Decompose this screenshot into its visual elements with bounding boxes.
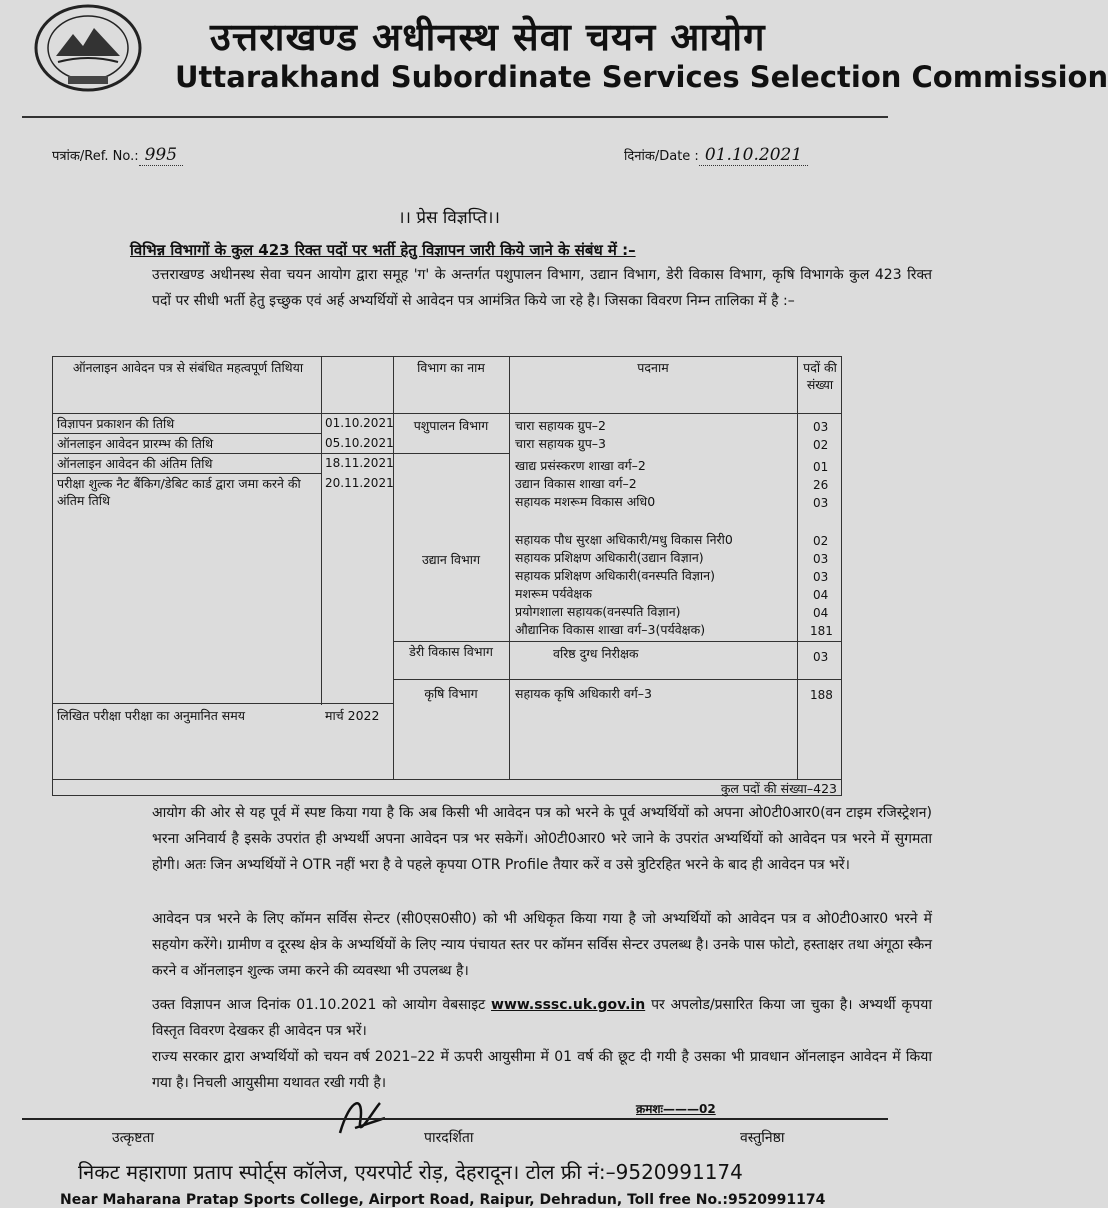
post-name: चारा सहायक ग्रुप–3 xyxy=(515,436,606,451)
post-name: मशरूम पर्यवेक्षक xyxy=(515,586,592,601)
commission-title-english: Uttarakhand Subordinate Services Selection Commission xyxy=(175,60,1108,94)
dept-animal-husbandry: पशुपालन विभाग xyxy=(413,418,489,433)
document-date xyxy=(624,145,808,165)
post-name: औद्यानिक विकास शाखा वर्ग–3(पर्यवेक्षक) xyxy=(515,622,706,637)
date-value-1: 01.10.2021 xyxy=(325,416,394,430)
post-count: 02 xyxy=(813,534,829,548)
header-post: पदनाम xyxy=(637,360,669,375)
date-label: दिनांक/Date : xyxy=(624,149,699,164)
address-english: Near Maharana Pratap Sports College, Airport Road, Raipur, Dehradun, Toll free No.:9520991174 xyxy=(60,1192,826,1208)
post-name: सहायक पौध सुरक्षा अधिकारी/मधु विकास निरी0 xyxy=(515,532,733,547)
date-value-5: मार्च 2022 xyxy=(325,708,380,723)
post-count: 181 xyxy=(810,624,833,638)
post-count: 01 xyxy=(813,460,829,474)
post-count: 03 xyxy=(813,552,829,566)
header-department: विभाग का नाम xyxy=(417,360,485,375)
ref-label: पत्रांक/Ref. No.: xyxy=(52,149,139,164)
header-count: पदों की संख्या xyxy=(803,360,837,392)
date-value: 01.10.2021 xyxy=(699,145,808,166)
date-label-1: विज्ञापन प्रकाशन की तिथि xyxy=(57,416,175,431)
date-label-4: परीक्षा शुल्क नैट बैंकिग/डेबिट कार्ड द्वारा जमा करने की अंतिम तिथि xyxy=(57,476,301,508)
post-name: वरिष्ठ दुग्ध निरीक्षक xyxy=(553,646,639,661)
motto-transparency: पारदर्शिता xyxy=(424,1130,474,1146)
intro-paragraph: उत्तराखण्ड अधीनस्थ सेवा चयन आयोग द्वारा समूह 'ग' के अन्तर्गत पशुपालन विभाग, उद्यान विभाग, डेरी विकास विभाग, कृषि विभागके कुल 423 रिक्त पदों पर सीधी भर्ती हेतु इच्छुक एवं अर्ह अभ्यर्थियों से आवेदन पत्र आमंत्रित किये जा रहे है। जिसका विवरण निम्न तालिका में है :– xyxy=(152,267,932,309)
motto-excellence: उत्कृष्टता xyxy=(112,1130,154,1146)
website-link[interactable]: www.sssc.uk.gov.in xyxy=(491,997,646,1013)
csc-paragraph: आवेदन पत्र भरने के लिए कॉमन सर्विस सेन्टर (सी0एस0सी0) को भी अधिकृत किया गया है जो अभ्यर्थियों को आवेदन पत्र व ओ0टी0आर0 भरने में सहयोग करेंगे। ग्रामीण व दूरस्थ क्षेत्र के अभ्यर्थियों के लिए न्याय पंचायत स्तर पर कॉमन सर्विस सेन्टर उपलब्ध है। उनके पास फोटो, हस्ताक्षर तथा अंगूठा स्कैन करने व ऑनलाइन शुल्क जमा करने की व्यवस्था भी उपलब्ध है। xyxy=(152,911,932,979)
total-posts: कुल पदों की संख्या–423 xyxy=(720,781,837,796)
press-release-heading: ।। प्रेस विज्ञप्ति।। xyxy=(398,208,500,228)
post-count: 02 xyxy=(813,438,829,452)
header-divider xyxy=(22,116,888,118)
post-name: खाद्य प्रसंस्करण शाखा वर्ग–2 xyxy=(515,458,646,473)
date-label-2: ऑनलाइन आवेदन प्रारम्भ की तिथि xyxy=(57,436,214,451)
post-count: 04 xyxy=(813,588,829,602)
commission-title-hindi: उत्तराखण्ड अधीनस्थ सेवा चयन आयोग xyxy=(210,15,766,59)
commission-seal-logo xyxy=(28,4,148,92)
post-name: सहायक कृषि अधिकारी वर्ग–3 xyxy=(515,686,653,701)
continued-marker: क्रमशः———02 xyxy=(636,1102,716,1116)
upload-text-pre: उक्त विज्ञापन आज दिनांक 01.10.2021 को आयोग वेबसाइट xyxy=(152,997,486,1013)
post-count: 04 xyxy=(813,606,829,620)
post-count: 26 xyxy=(813,478,829,492)
dept-agriculture: कृषि विभाग xyxy=(424,686,478,701)
otr-paragraph: आयोग की ओर से यह पूर्व में स्पष्ट किया गया है कि अब किसी भी आवेदन पत्र को भरने के पूर्व अभ्यर्थियों को अपना ओ0टी0आर0(वन टाइम रजिस्ट्रेशन) भरना अनिवार्य है इसके उपरांत ही अभ्यर्थी अपना आवेदन पत्र भर सकेगें। ओ0टी0आर0 भरे जाने के उपरांत अभ्यर्थियों को आवेदन पत्र भरने में सुगमता होगी। अतः जिन अभ्यर्थियों ने OTR नहीं भरा है वे पहले कृपया OTR Profile तैयार करें व उसे त्रुटिरहित भरने के बाद ही आवेदन पत्र भरें। xyxy=(152,805,932,873)
post-name: सहायक प्रशिक्षण अधिकारी(वनस्पति विज्ञान) xyxy=(515,568,715,583)
post-name: प्रयोगशाला सहायक(वनस्पति विज्ञान) xyxy=(515,604,681,619)
vacancy-table xyxy=(52,356,842,796)
upload-paragraph xyxy=(60,992,932,1044)
post-count: 03 xyxy=(813,650,829,664)
post-count: 03 xyxy=(813,420,829,434)
post-name: सहायक मशरूम विकास अधि0 xyxy=(515,494,656,509)
reference-number xyxy=(52,145,183,165)
header-dates: ऑनलाइन आवेदन पत्र से संबंधित महत्वपूर्ण तिथिया xyxy=(72,360,304,375)
age-relaxation-paragraph: राज्य सरकार द्वारा अभ्यर्थियों को चयन वर्ष 2021–22 में ऊपरी आयुसीमा में 01 वर्ष की छूट दी गयी है उसका भी प्रावधान ऑनलाइन आवेदन में किया गया है। निचली आयुसीमा यथावत रखी गयी है। xyxy=(152,1049,932,1091)
motto-objectivity: वस्तुनिष्ठा xyxy=(740,1130,785,1146)
post-count: 03 xyxy=(813,496,829,510)
dept-horticulture: उद्यान विभाग xyxy=(421,552,481,567)
post-name: चारा सहायक ग्रुप–2 xyxy=(515,418,606,433)
post-name: सहायक प्रशिक्षण अधिकारी(उद्यान विज्ञान) xyxy=(515,550,704,565)
date-label-3: ऑनलाइन आवेदन की अंतिम तिथि xyxy=(57,456,213,471)
ref-value: 995 xyxy=(139,145,183,166)
date-value-3: 18.11.2021 xyxy=(325,456,394,470)
date-label-5: लिखित परीक्षा परीक्षा का अनुमानित समय xyxy=(57,708,245,723)
subject-line: विभिन्न विभागों के कुल 423 रिक्त पदों पर भर्ती हेतु विज्ञापन जारी किये जाने के संबंध में :– xyxy=(130,241,636,259)
date-value-4: 20.11.2021 xyxy=(325,476,394,490)
post-count: 188 xyxy=(810,688,833,702)
date-value-2: 05.10.2021 xyxy=(325,436,394,450)
post-name: उद्यान विकास शाखा वर्ग–2 xyxy=(515,476,637,491)
upload-text-post: पर अपलोड/प्रसारित किया जा चुका है। अभ्यर्थी कृपया विस्तृत विवरण देखकर ही आवेदन पत्र भरें। xyxy=(152,997,932,1039)
footer-divider xyxy=(22,1118,888,1120)
dept-dairy: डेरी विकास विभाग xyxy=(409,644,493,659)
address-hindi: निकट महाराणा प्रताप स्पोर्ट्स कॉलेज, एयरपोर्ट रोड़, देहरादून। टोल फ्री नं:–9520991174 xyxy=(78,1160,743,1184)
post-count: 03 xyxy=(813,570,829,584)
